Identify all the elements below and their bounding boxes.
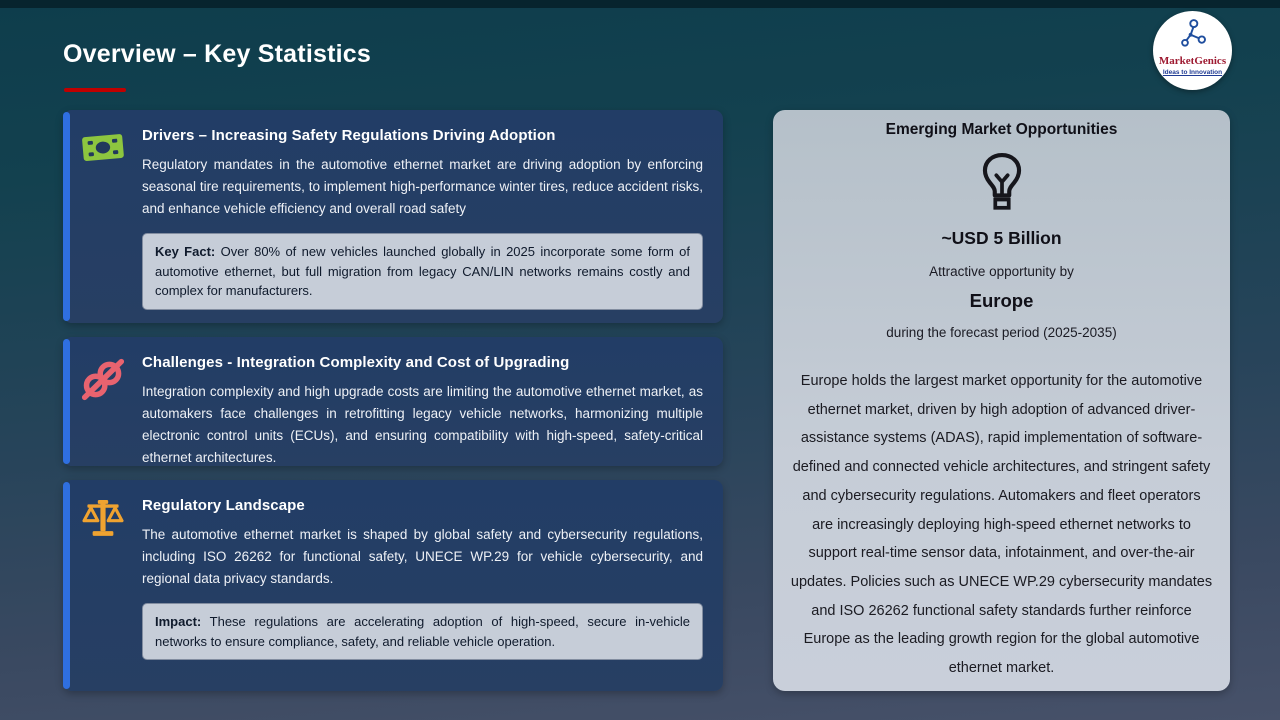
- impact-box: [142, 603, 703, 660]
- card-accent-bar: [63, 482, 70, 689]
- drivers-card-title: Drivers – Increasing Safety Regulations Driving Adoption: [142, 127, 556, 144]
- challenges-card-body: Integration complexity and high upgrade costs are limiting the automotive ethernet market, as automakers face challenges in retrofitting legacy vehicle networks, harmonizing multiple electronic control units (ECUs), and ensuring compatibility with high-speed, safety-critical ethernet architectures.: [142, 384, 703, 465]
- impact-label: Impact:: [155, 614, 202, 629]
- drivers-card-body: Regulatory mandates in the automotive ethernet market are driving adoption by enforcing seasonal tire requirements, to implement high-performance winter tires, reduce accident risks, and enhance vehicle efficiency and overall road safety: [142, 157, 703, 216]
- regulatory-card-title: Regulatory Landscape: [142, 497, 305, 514]
- card-accent-bar: [63, 339, 70, 464]
- broken-link-icon: [80, 357, 126, 466]
- challenges-card: [63, 337, 723, 466]
- regulatory-card-body: The automotive ethernet market is shaped by global safety and cybersecurity regulations, including ISO 26262 for functional safety, UNECE WP.29 for vehicle cybersecurity, and regional data privacy standards.: [142, 527, 703, 586]
- marketgenics-logo: [1153, 11, 1232, 90]
- page-title: Overview – Key Statistics: [63, 40, 371, 68]
- molecule-icon: [1177, 18, 1209, 55]
- opportunity-region: Europe: [969, 290, 1034, 311]
- logo-brand-text: MarketGenics: [1158, 55, 1227, 67]
- challenges-card-title: Challenges - Integration Complexity and Cost of Upgrading: [142, 354, 570, 371]
- logo-tagline-text: Ideas to Innovation: [1162, 69, 1223, 76]
- drivers-card: [63, 110, 723, 323]
- money-icon: [80, 130, 126, 323]
- scales-icon: [82, 500, 124, 691]
- panel-title: Emerging Market Opportunities: [885, 121, 1118, 138]
- opportunity-description: Europe holds the largest market opportunity for the automotive ethernet market, driven by high adoption of advanced driver-assistance systems (ADAS), rapid implementation of software-defined and connected vehicle architectures, and stringent safety and cybersecurity regulations. Automakers and fleet operators are increasingly deploying high-speed ethernet networks to support real-time sensor data, infotainment, and over-the-air updates. Policies such as UNECE WP.29 cybersecurity mandates and ISO 26262 functional safety standards further reinforce Europe as the leading growth region for the global automotive ethernet market.: [790, 373, 1213, 677]
- key-fact-text: Over 80% of new vehicles launched globally in 2025 incorporate some form of automotive ethernet, but full migration from legacy CAN/LIN networks remains costly and complex for manufacturers.: [155, 244, 690, 298]
- impact-text: These regulations are accelerating adoption of high-speed, secure in-vehicle networks to ensure compliance, safety, and reliable vehicle operation.: [155, 614, 690, 649]
- opportunity-value: ~USD 5 Billion: [941, 228, 1062, 248]
- key-fact-box: [142, 233, 703, 310]
- emerging-opportunities-panel: [773, 110, 1230, 691]
- title-underline: [64, 88, 126, 92]
- opportunity-subtitle: Attractive opportunity by: [929, 264, 1074, 279]
- top-strip: [0, 0, 1280, 8]
- key-fact-label: Key Fact:: [155, 244, 216, 259]
- opportunity-period: during the forecast period (2025-2035): [886, 325, 1117, 340]
- regulatory-card: [63, 480, 723, 691]
- lightbulb-icon: [773, 152, 1230, 216]
- card-accent-bar: [63, 112, 70, 321]
